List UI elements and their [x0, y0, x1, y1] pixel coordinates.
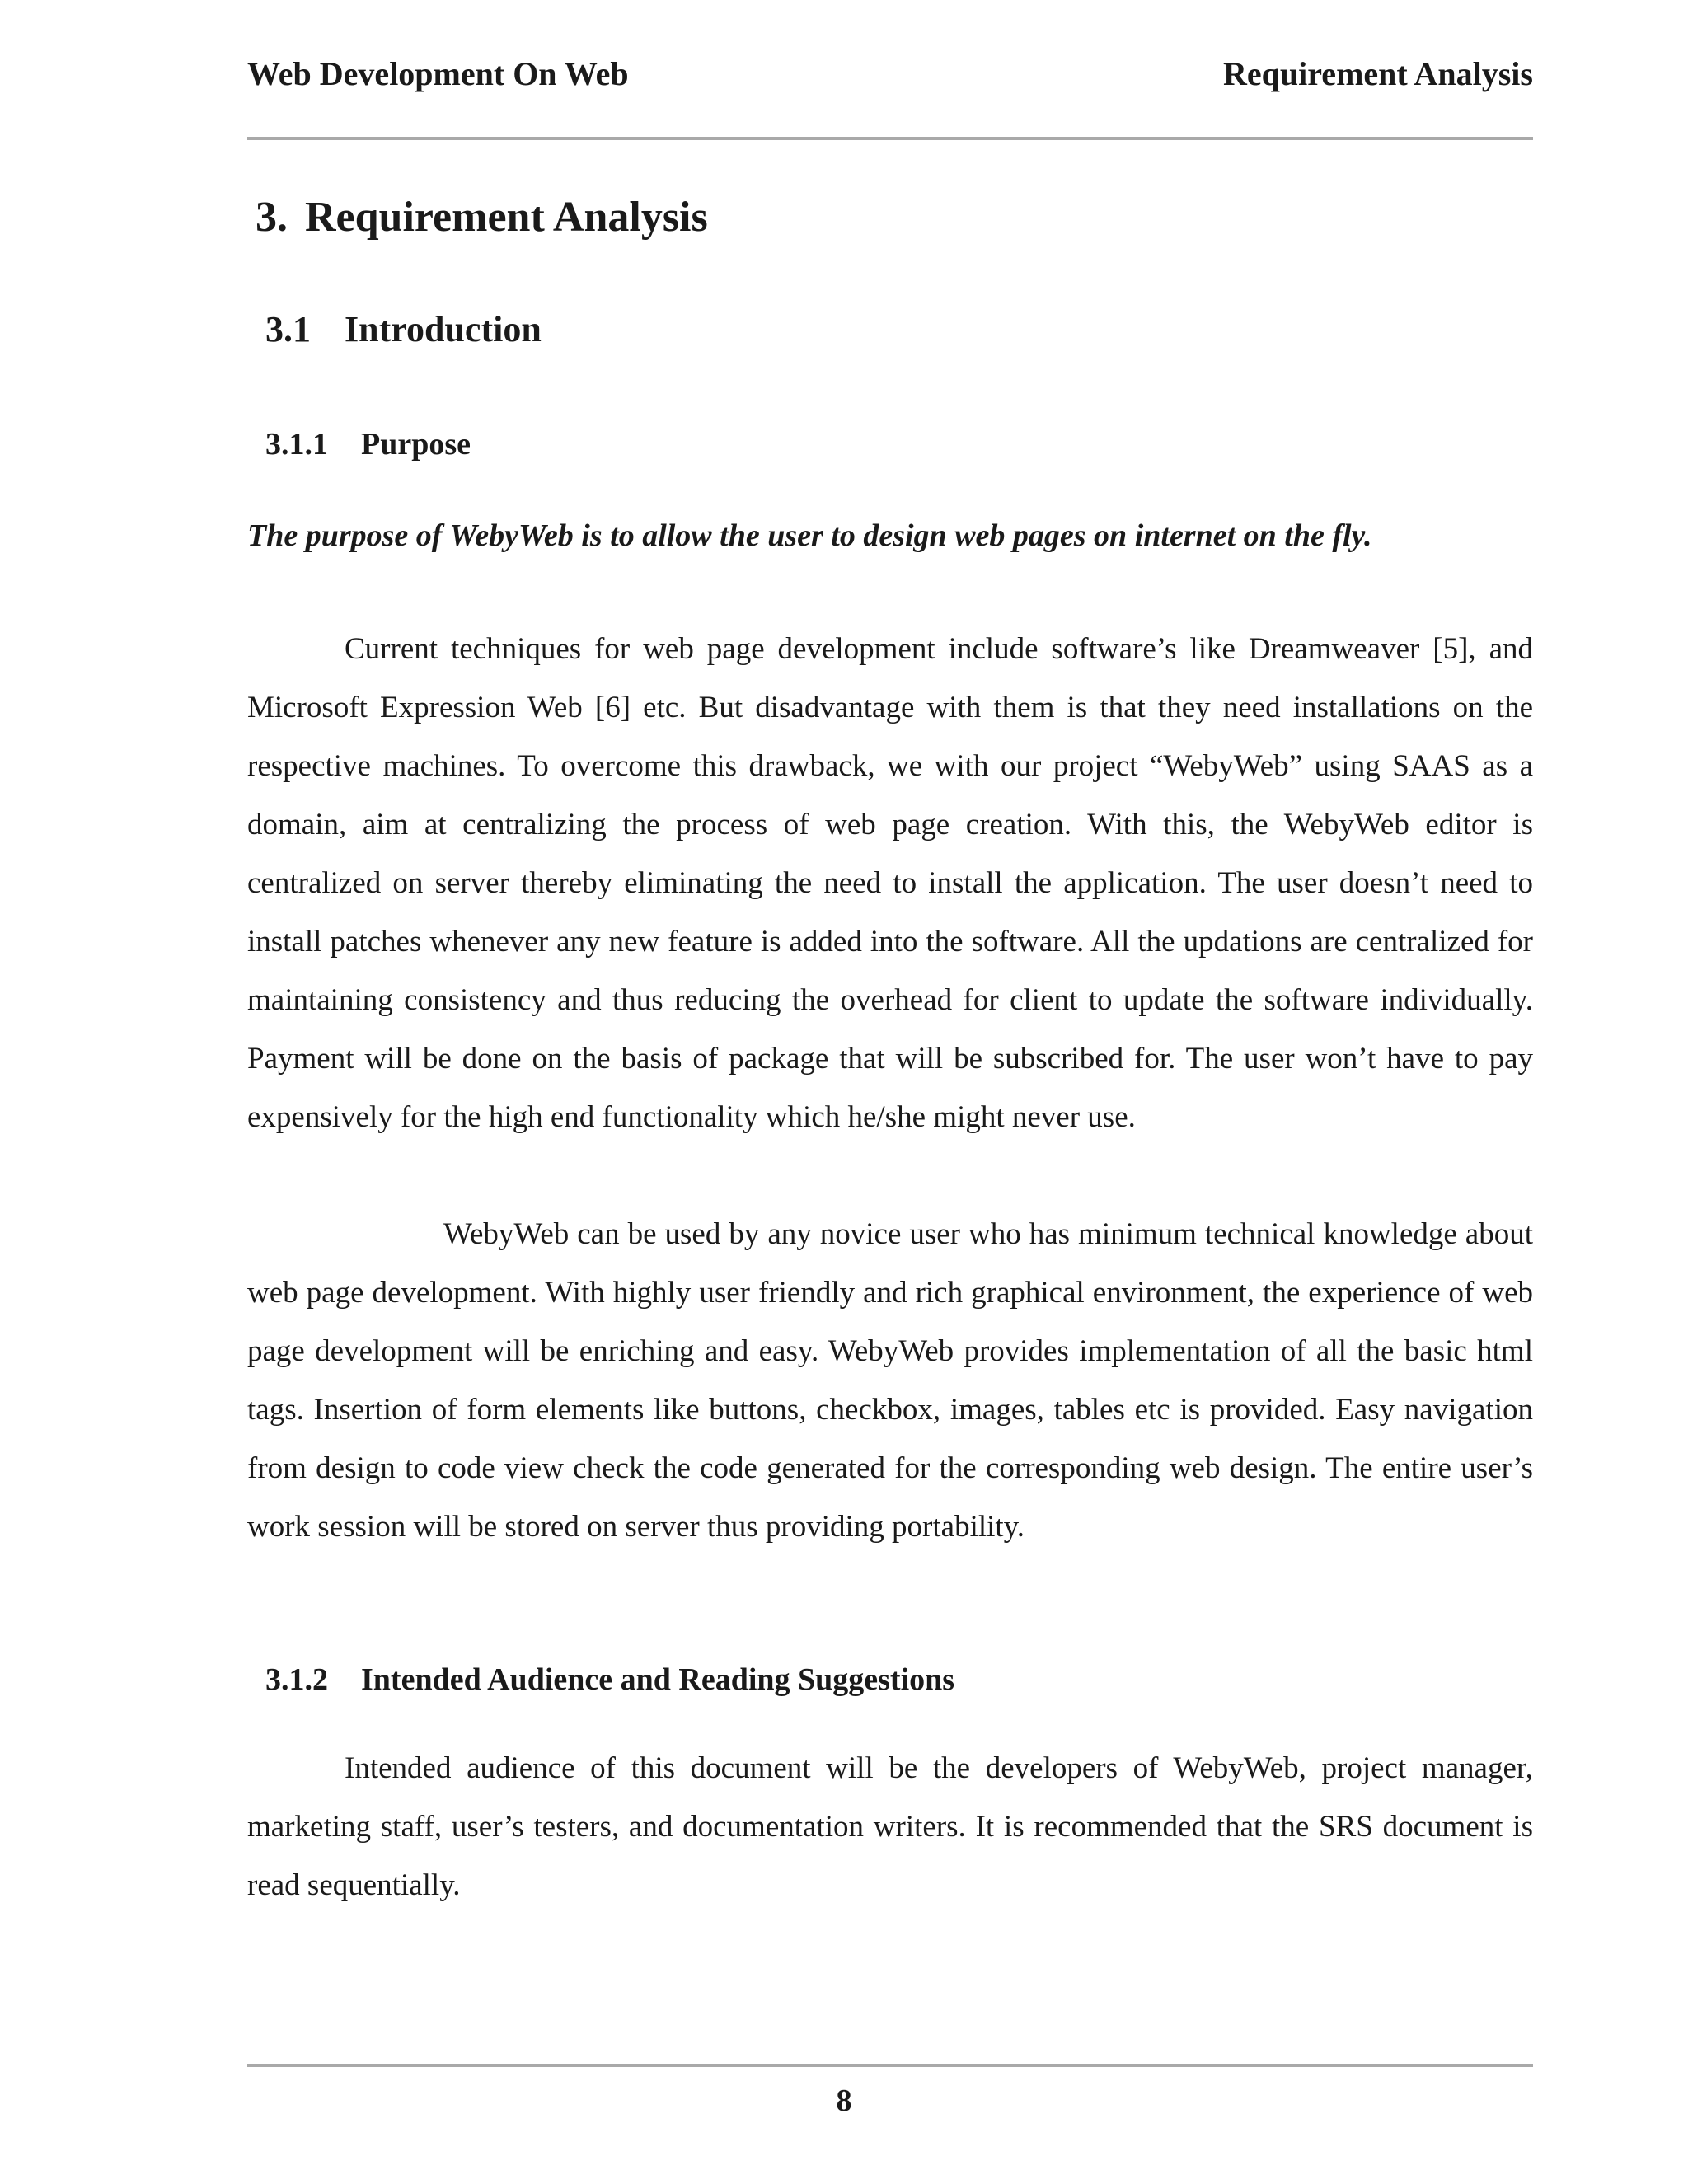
- subsection-number: 3.1.2: [265, 1662, 328, 1697]
- paragraph-intended-audience: Intended audience of this document will be the developers of WebyWeb, project manager, marketing staff, user’s testers, and documentation writers. It is recommended that the SRS document is read sequentially.: [247, 1751, 1533, 1902]
- paragraph-current-techniques: Current techniques for web page development include software’s like Dreamweaver [5], and Microsoft Expression Web [6] etc. But disadvantage with them is that they need installations on the respective machines. To overcome this drawback, we with our project “WebyWeb” using SAAS as a domain, aim at centralizing the process of web page creation. With this, the WebyWeb editor is centralized on server thereby eliminating the need to install the application. The user doesn’t need to install patches whenever any new feature is added into the software. All the updations are centralized for maintaining consistency and thus reducing the overhead for client to update the software individually. Payment will be done on the basis of package that will be subscribed for. The user won’t have to pay expensively for the high end functionality which he/she might never use.: [247, 632, 1533, 1134]
- running-header: [247, 51, 1533, 97]
- subsection-title: Purpose: [361, 427, 471, 462]
- section-title: Introduction: [345, 309, 542, 349]
- chapter-title: Requirement Analysis: [305, 194, 708, 241]
- purpose-statement: The purpose of WebyWeb is to allow the user to design web pages on internet on the fly.: [247, 518, 1372, 553]
- footer-divider: [247, 2064, 1533, 2067]
- header-divider: [247, 137, 1533, 140]
- subsection-heading-audience: [265, 1659, 954, 1700]
- header-document-title: Web Development On Web: [247, 55, 629, 92]
- header-chapter-title: Requirement Analysis: [1223, 55, 1533, 92]
- subsection-number: 3.1.1: [265, 427, 328, 462]
- subsection-title: Intended Audience and Reading Suggestions: [361, 1662, 955, 1697]
- paragraph-novice-user: WebyWeb can be used by any novice user who has minimum technical knowledge about web page development. With highly user friendly and rich graphical environment, the experience of web page development will be enriching and easy. WebyWeb provides implementation of all the basic html tags. Insertion of form elements like buttons, checkbox, images, tables etc is provided. Easy navigation from design to code view check the code generated for the corresponding web design. The entire user’s work session will be stored on server thus providing portability.: [247, 1217, 1533, 1544]
- section-number: 3.1: [265, 309, 311, 349]
- chapter-heading: [256, 191, 708, 244]
- subsection-heading-purpose: [265, 424, 471, 465]
- page-number: 8: [836, 2083, 852, 2118]
- chapter-number: 3.: [256, 194, 288, 241]
- section-heading-introduction: [265, 307, 542, 353]
